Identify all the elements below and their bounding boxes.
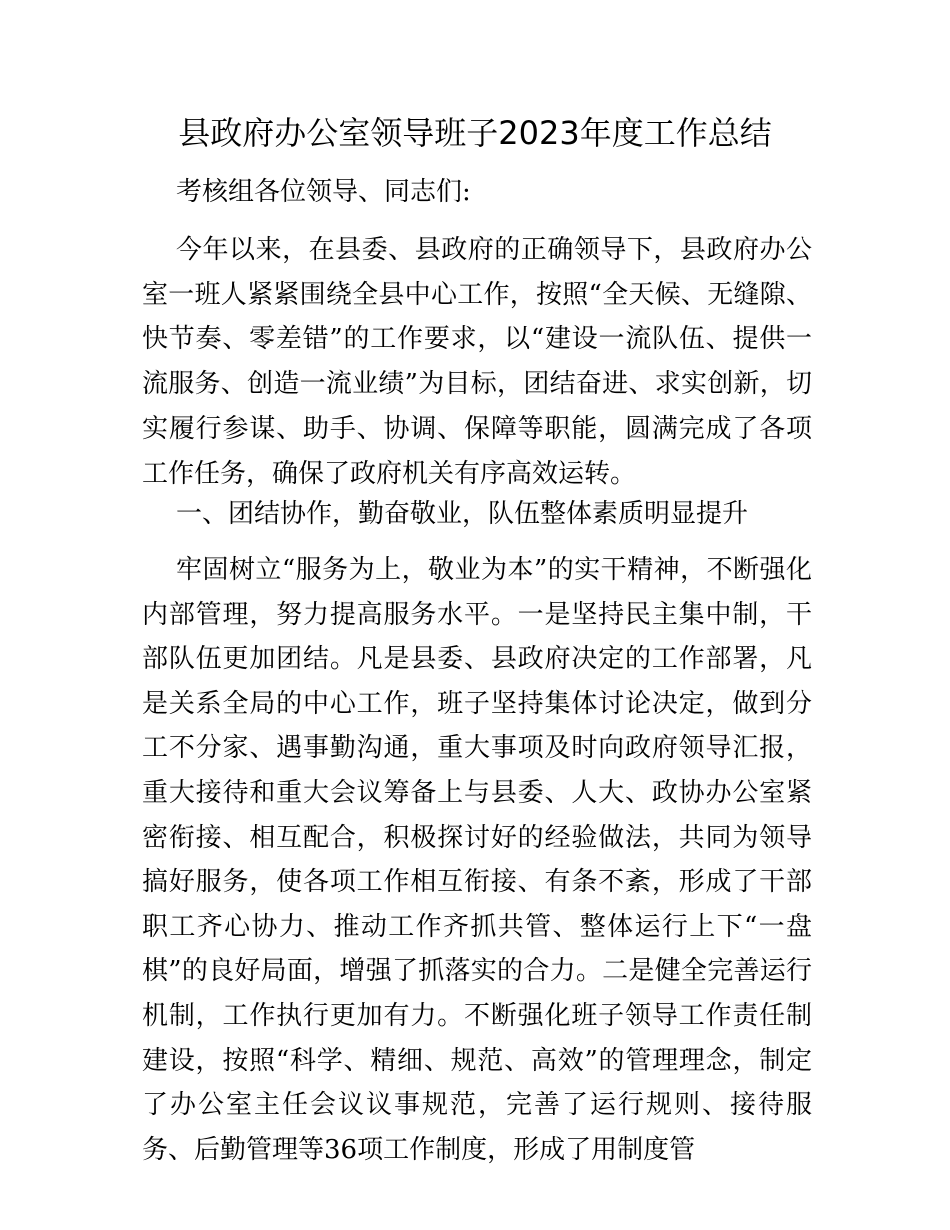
body-paragraph: 牢固树立“服务为上，敬业为本”的实干精神，不断强化内部管理，努力提高服务水平。一是坚持民主集中制，干部队伍更加团结。凡是县委、县政府决定的工作部署，凡是关系全局的中心工作，班子坚持集体讨论决定，做到分工不分家、遇事勤沟通，重大事项及时向政府领导汇报，重大接待和重大会议筹备上与县委、人大、政协办公室紧密衔接、相互配合，积极探讨好的经验做法，共同为领导搞好服务，使各项工作相互衔接、有条不紊，形成了干部职工齐心协力、推动工作齐抓共管、整体运行上下“一盘棋”的良好局面，增强了抓落实的合力。二是健全完善运行机制，工作执行更加有力。不断强化班子领导工作责任制建设，按照“科学、精细、规范、高效”的管理理念，制定了办公室主任会议议事规范，完善了运行规则、接待服务、后勤管理等36项工作制度，形成了用制度管 xyxy=(142,555,812,1165)
salutation: 考核组各位领导、同志们: xyxy=(176,177,471,207)
document-title: 县政府办公室领导班子2023年度工作总结 xyxy=(178,114,772,152)
section-heading: 一、团结协作，勤奋敬业，队伍整体素质明显提升 xyxy=(176,499,749,529)
intro-paragraph: 今年以来，在县委、县政府的正确领导下，县政府办公室一班人紧紧围绕全县中心工作，按照“全天候、无缝隙、快节奏、零差错”的工作要求，以“建设一流队伍、提供一流服务、创造一流业绩”为目标，团结奋进、求实创新，切实履行参谋、助手、协调、保障等职能，圆满完成了各项工作任务，确保了政府机关有序高效运转。 xyxy=(142,235,812,489)
